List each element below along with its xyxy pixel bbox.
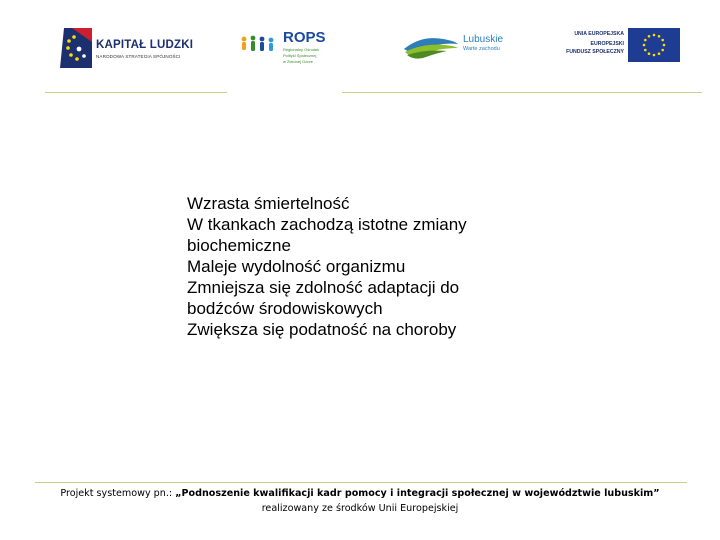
- footer-prefix: Projekt systemowy pn.:: [60, 488, 176, 499]
- rops-line-3: w Zielonej Górze: [283, 59, 314, 64]
- eu-flag-icon: [628, 28, 680, 62]
- content-line: Maleje wydolność organizmu: [187, 257, 406, 276]
- rops-figures-icon: [240, 34, 278, 54]
- kapital-ludzki-subtitle: NARODOWA STRATEGIA SPÓJNOŚCI: [96, 54, 181, 59]
- footer-line-2: realizowany ze środków Unii Europejskiej: [261, 503, 459, 514]
- lubuskie-landscape-icon: [403, 32, 459, 60]
- content-text: [187, 193, 517, 340]
- unia-line-1: UNIA EUROPEJSKA: [574, 31, 624, 37]
- lubuskie-subtitle: Warte zachodu: [463, 46, 500, 52]
- kapital-ludzki-logo: [60, 28, 210, 68]
- content-line: Wzrasta śmiertelność: [187, 194, 350, 213]
- content-line: Zmniejsza się zdolność adaptacji do: [187, 278, 460, 297]
- rops-line-1: Regionalny Ośrodek: [283, 47, 320, 52]
- content-line: bodźców środowiskowych: [187, 299, 383, 318]
- rops-line-2: Polityki Społecznej: [283, 53, 317, 58]
- rops-logo: [240, 28, 340, 68]
- unia-line-2: EUROPEJSKI: [590, 41, 624, 47]
- rops-name: ROPS: [283, 29, 326, 46]
- unia-line-3: FUNDUSZ SPOŁECZNY: [566, 49, 624, 55]
- footer-line-1: [0, 488, 720, 499]
- lubuskie-logo: [403, 30, 513, 64]
- footer-project-title: „Podnoszenie kwalifikacji kadr pomocy i integracji społecznej w województwie lubuskim”: [175, 488, 660, 499]
- logo-bar: [0, 0, 720, 90]
- footer: [0, 488, 720, 514]
- content-line: Zwiększa się podatność na choroby: [187, 320, 457, 339]
- content-line: biochemiczne: [187, 236, 291, 255]
- footer-divider: [35, 482, 687, 483]
- unia-europejska-logo: [558, 27, 680, 65]
- header-divider-left: [45, 92, 227, 93]
- lubuskie-name: Lubuskie: [463, 34, 504, 45]
- header-divider-right: [342, 92, 702, 93]
- kapital-ludzki-name: KAPITAŁ LUDZKI: [96, 39, 194, 51]
- content-line: W tkankach zachodzą istotne zmiany: [187, 215, 467, 234]
- kapital-ludzki-flag-icon: [60, 28, 92, 68]
